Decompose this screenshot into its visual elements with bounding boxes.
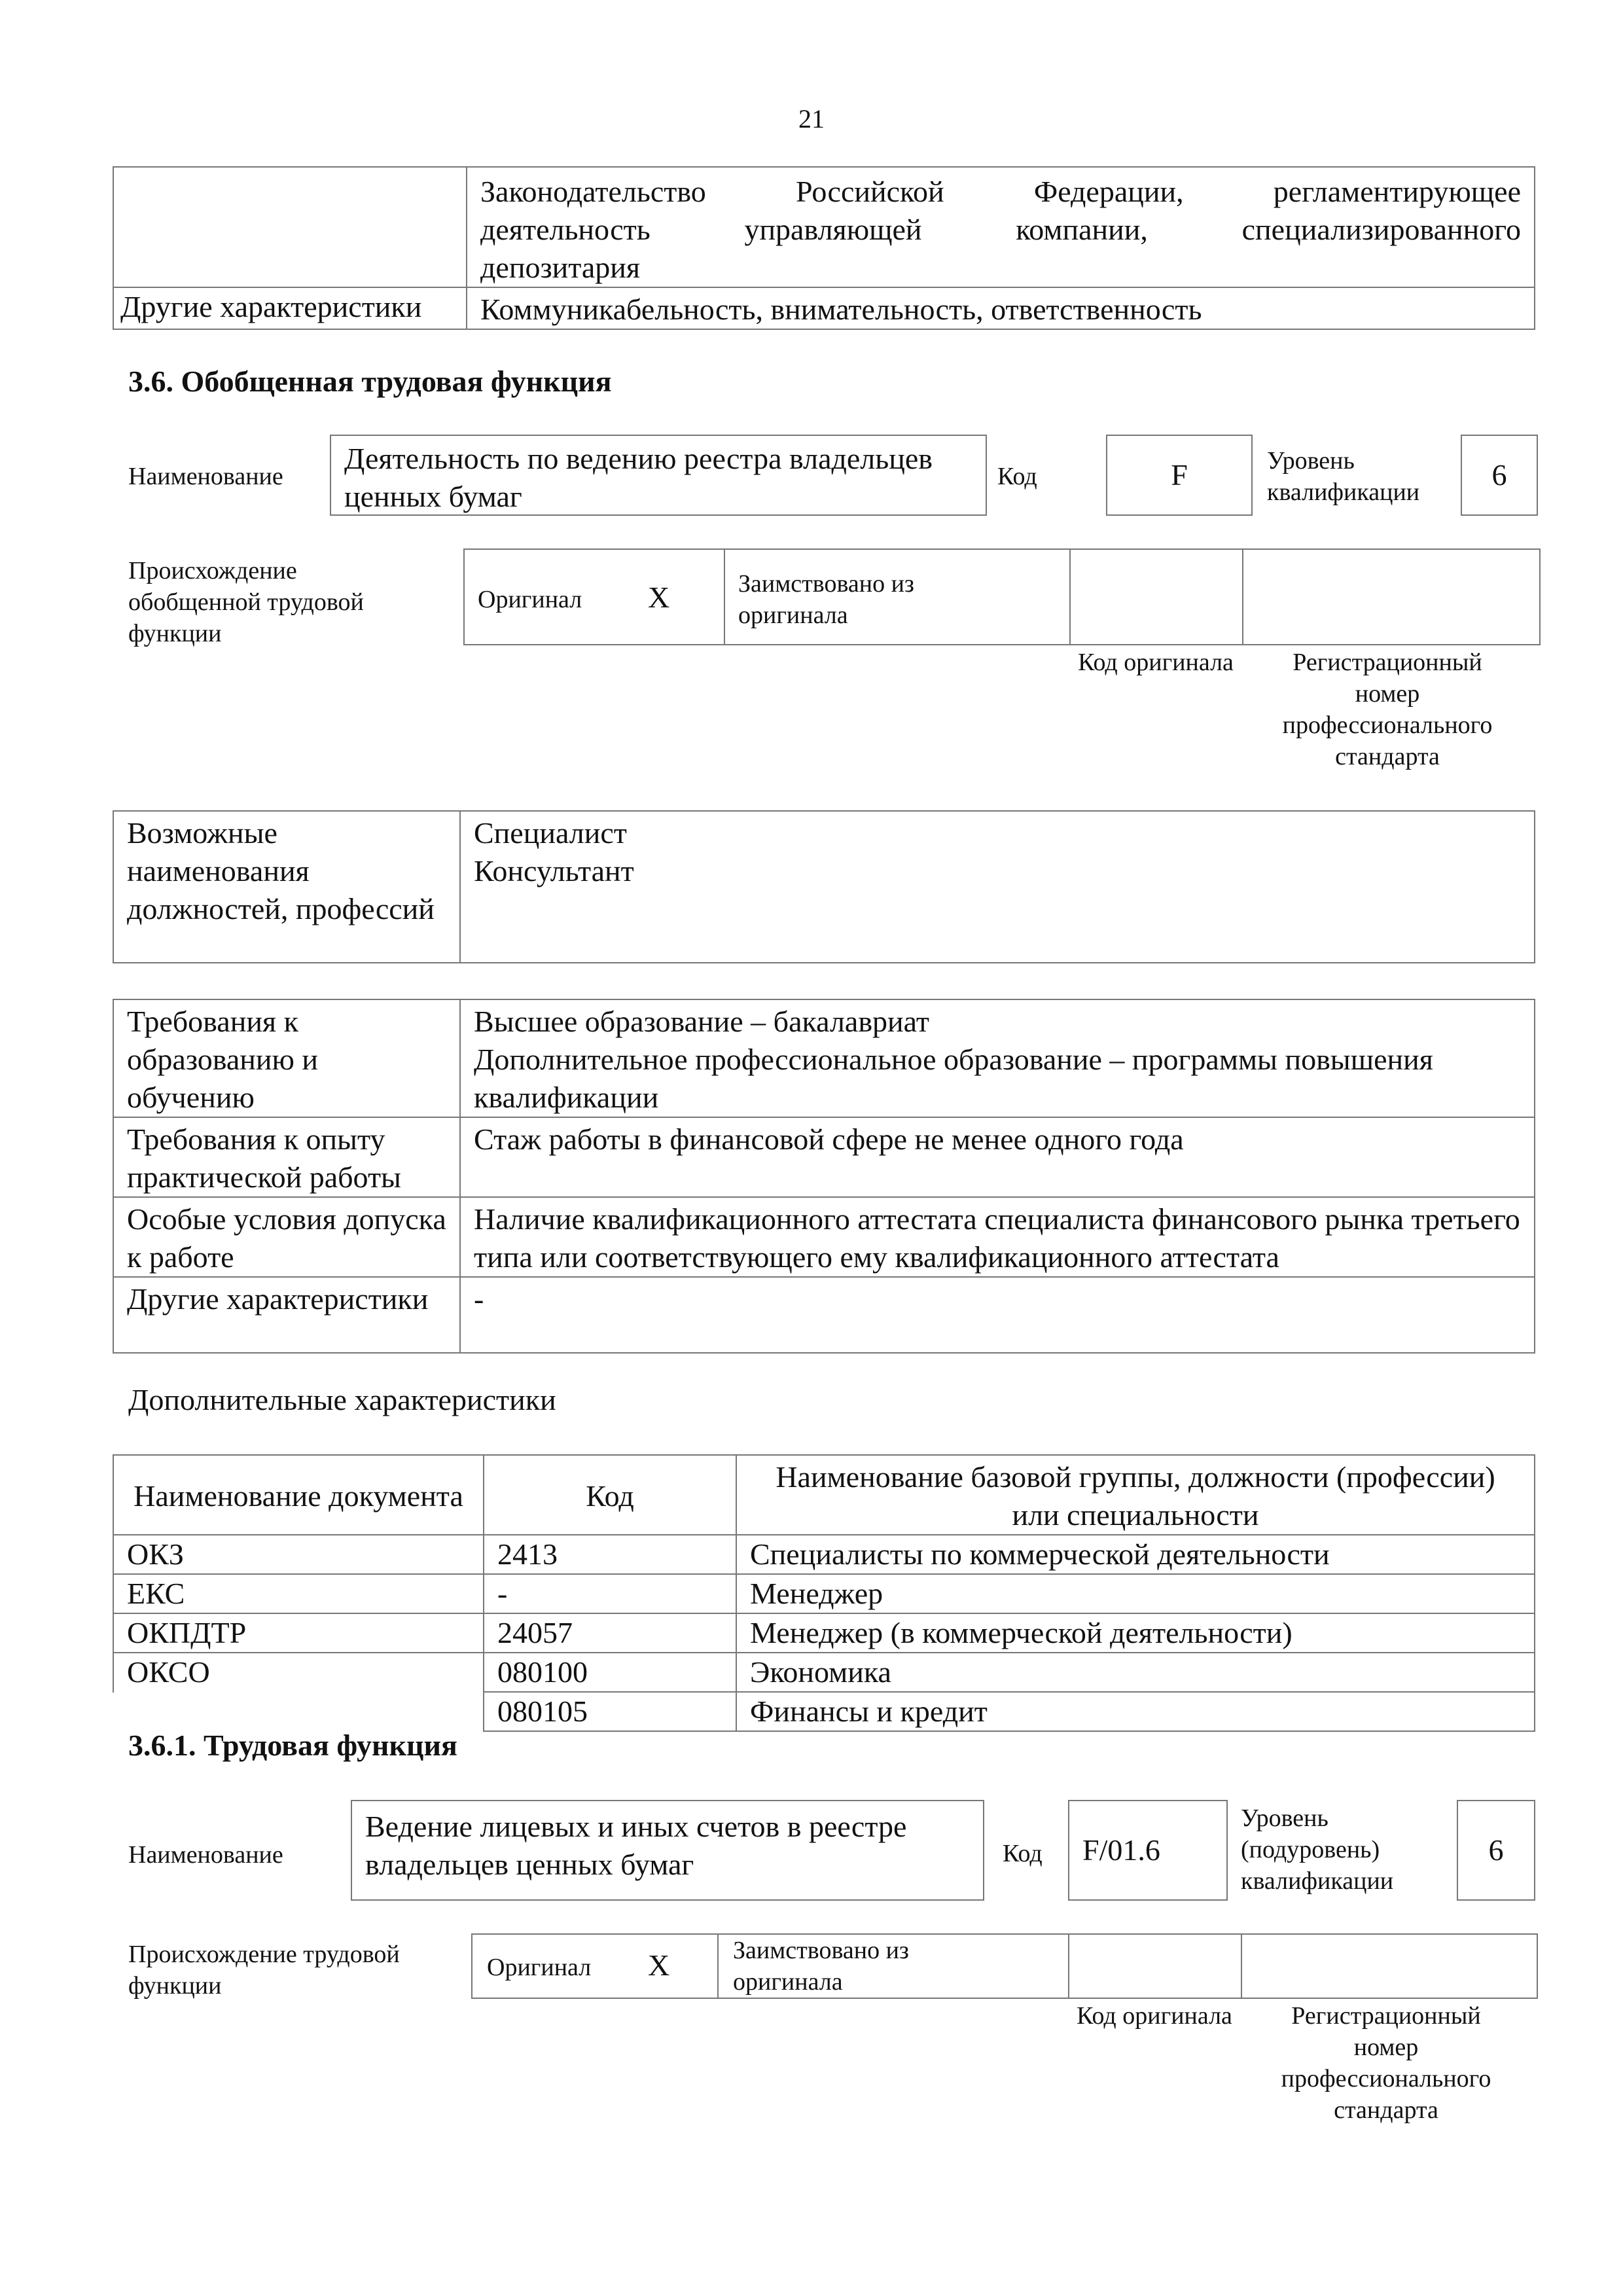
name-label-361: Наименование [128,1841,283,1869]
cell-group: Менеджер [736,1574,1535,1613]
req-admission-label: Особые условия допуска к работе [113,1197,460,1277]
positions-table [113,810,1535,963]
cell-doc: ОКСО [113,1653,484,1692]
code-value-36 [1106,435,1253,516]
additional-header-doc: Наименование документа [113,1455,484,1535]
req-education-label: Требования к образованию и обучению [113,999,460,1117]
cell-doc: ОКПДТР [113,1613,484,1653]
other-characteristics-label: Другие характеристики [113,287,467,329]
table-row [113,1653,1535,1692]
origin-divider-2 [1069,548,1071,645]
origin-label-36: Происхождение обобщенной трудовой функции [128,557,364,647]
requirements-row [113,1277,1535,1353]
level-value-36 [1461,435,1538,516]
req-experience-value: Стаж работы в финансовой сфере не менее одного года [460,1117,1535,1197]
code-value-361 [1068,1800,1228,1901]
origin-divider-2-361 [1068,1933,1069,1999]
other-characteristics-value: Коммуникабельность, внимательность, ответственность [467,287,1535,329]
name-value-361 [351,1800,984,1901]
cell-doc: ОКЗ [113,1535,484,1574]
cell-group: Специалисты по коммерческой деятельности [736,1535,1535,1574]
borrowed-label-36: Заимствовано из оригинала [738,570,914,629]
name-value-361-text: Ведение лицевых и иных счетов в реестре владельцев ценных бумаг [365,1810,907,1881]
table-row [113,1692,1535,1731]
reg-number-caption-361: Регистрационный номер профессионального стандарта [1281,2002,1491,2124]
additional-characteristics-heading: Дополнительные характеристики [128,1383,556,1416]
legislation-line-2: деятельность управляющей компании, специализированного [480,213,1521,246]
section-36-heading: 3.6. Обобщенная трудовая функция [128,365,612,398]
legislation-line-3: депозитария [480,251,641,284]
position-item: Консультант [474,854,634,888]
origin-divider-3 [1242,548,1243,645]
code-original-caption-36: Код оригинала [1078,649,1234,676]
level-value-361 [1457,1800,1535,1901]
code-original-caption-361: Код оригинала [1077,2002,1232,2030]
cell-doc [113,1692,484,1731]
table-row [113,1535,1535,1574]
page-number: 21 [798,104,825,134]
name-value-36 [330,435,987,516]
name-value-36-text: Деятельность по ведению реестра владельцев ценных бумаг [344,442,933,513]
name-label-36: Наименование [128,463,283,490]
cell-code: - [484,1574,736,1613]
requirements-row [113,1117,1535,1197]
requirements-row [113,999,1535,1117]
cell-code: 24057 [484,1613,736,1653]
req-experience-label: Требования к опыту практической работы [113,1117,460,1197]
original-label-361: Оригинал [487,1954,592,1981]
req-other-label: Другие характеристики [113,1277,460,1353]
original-mark-36: X [648,581,670,614]
req-education-value: Высшее образование – бакалавриат Дополнительное профессиональное образование – программы повышения квалификации [460,999,1535,1117]
requirements-row [113,1197,1535,1277]
origin-box-361 [471,1933,1538,1999]
origin-label-361: Происхождение трудовой функции [128,1941,400,2000]
table-row [113,1613,1535,1653]
top-table-empty-label [113,167,467,287]
table-row [113,1574,1535,1613]
origin-divider-1-361 [717,1933,719,1999]
original-mark-361: X [648,1948,670,1982]
additional-header-code: Код [484,1455,736,1535]
origin-divider-1 [724,548,725,645]
top-table [113,166,1535,330]
origin-box-36 [463,548,1541,645]
cell-group: Финансы и кредит [736,1692,1535,1731]
cell-group: Экономика [736,1653,1535,1692]
reg-number-caption-36: Регистрационный номер профессионального стандарта [1282,649,1493,770]
level-value-361-text: 6 [1488,1833,1504,1867]
code-value-36-text: F [1171,458,1188,492]
cell-code: 080100 [484,1653,736,1692]
level-label-36: Уровень квалификации [1267,447,1420,506]
additional-header-group: Наименование базовой группы, должности (профессии) или специальности [736,1455,1535,1535]
original-label-36: Оригинал [478,586,582,613]
origin-divider-3-361 [1241,1933,1242,1999]
cell-group: Менеджер (в коммерческой деятельности) [736,1613,1535,1653]
positions-label: Возможные наименования должностей, профессий [113,811,460,963]
cell-doc: ЕКС [113,1574,484,1613]
code-label-36: Код [997,463,1037,490]
level-label-361: Уровень (подуровень) квалификации [1241,1804,1394,1895]
requirements-table [113,999,1535,1354]
level-value-36-text: 6 [1491,458,1507,492]
position-item: Специалист [474,816,627,850]
code-label-361: Код [1003,1840,1043,1867]
positions-list [460,811,1535,963]
req-other-value: - [460,1277,1535,1353]
req-admission-value: Наличие квалификационного аттестата специалиста финансового рынка третьего типа или соответствующего ему квалификационного аттестата [460,1197,1535,1277]
additional-table [113,1454,1535,1732]
section-361-heading: 3.6.1. Трудовая функция [128,1729,457,1762]
code-value-361-text: F/01.6 [1082,1833,1160,1867]
cell-code: 2413 [484,1535,736,1574]
top-table-legislation [467,167,1535,287]
borrowed-label-361: Заимствовано из оригинала [733,1937,909,1996]
cell-code: 080105 [484,1692,736,1731]
legislation-line-1: Законодательство Российской Федерации, регламентирующее [480,175,1521,208]
